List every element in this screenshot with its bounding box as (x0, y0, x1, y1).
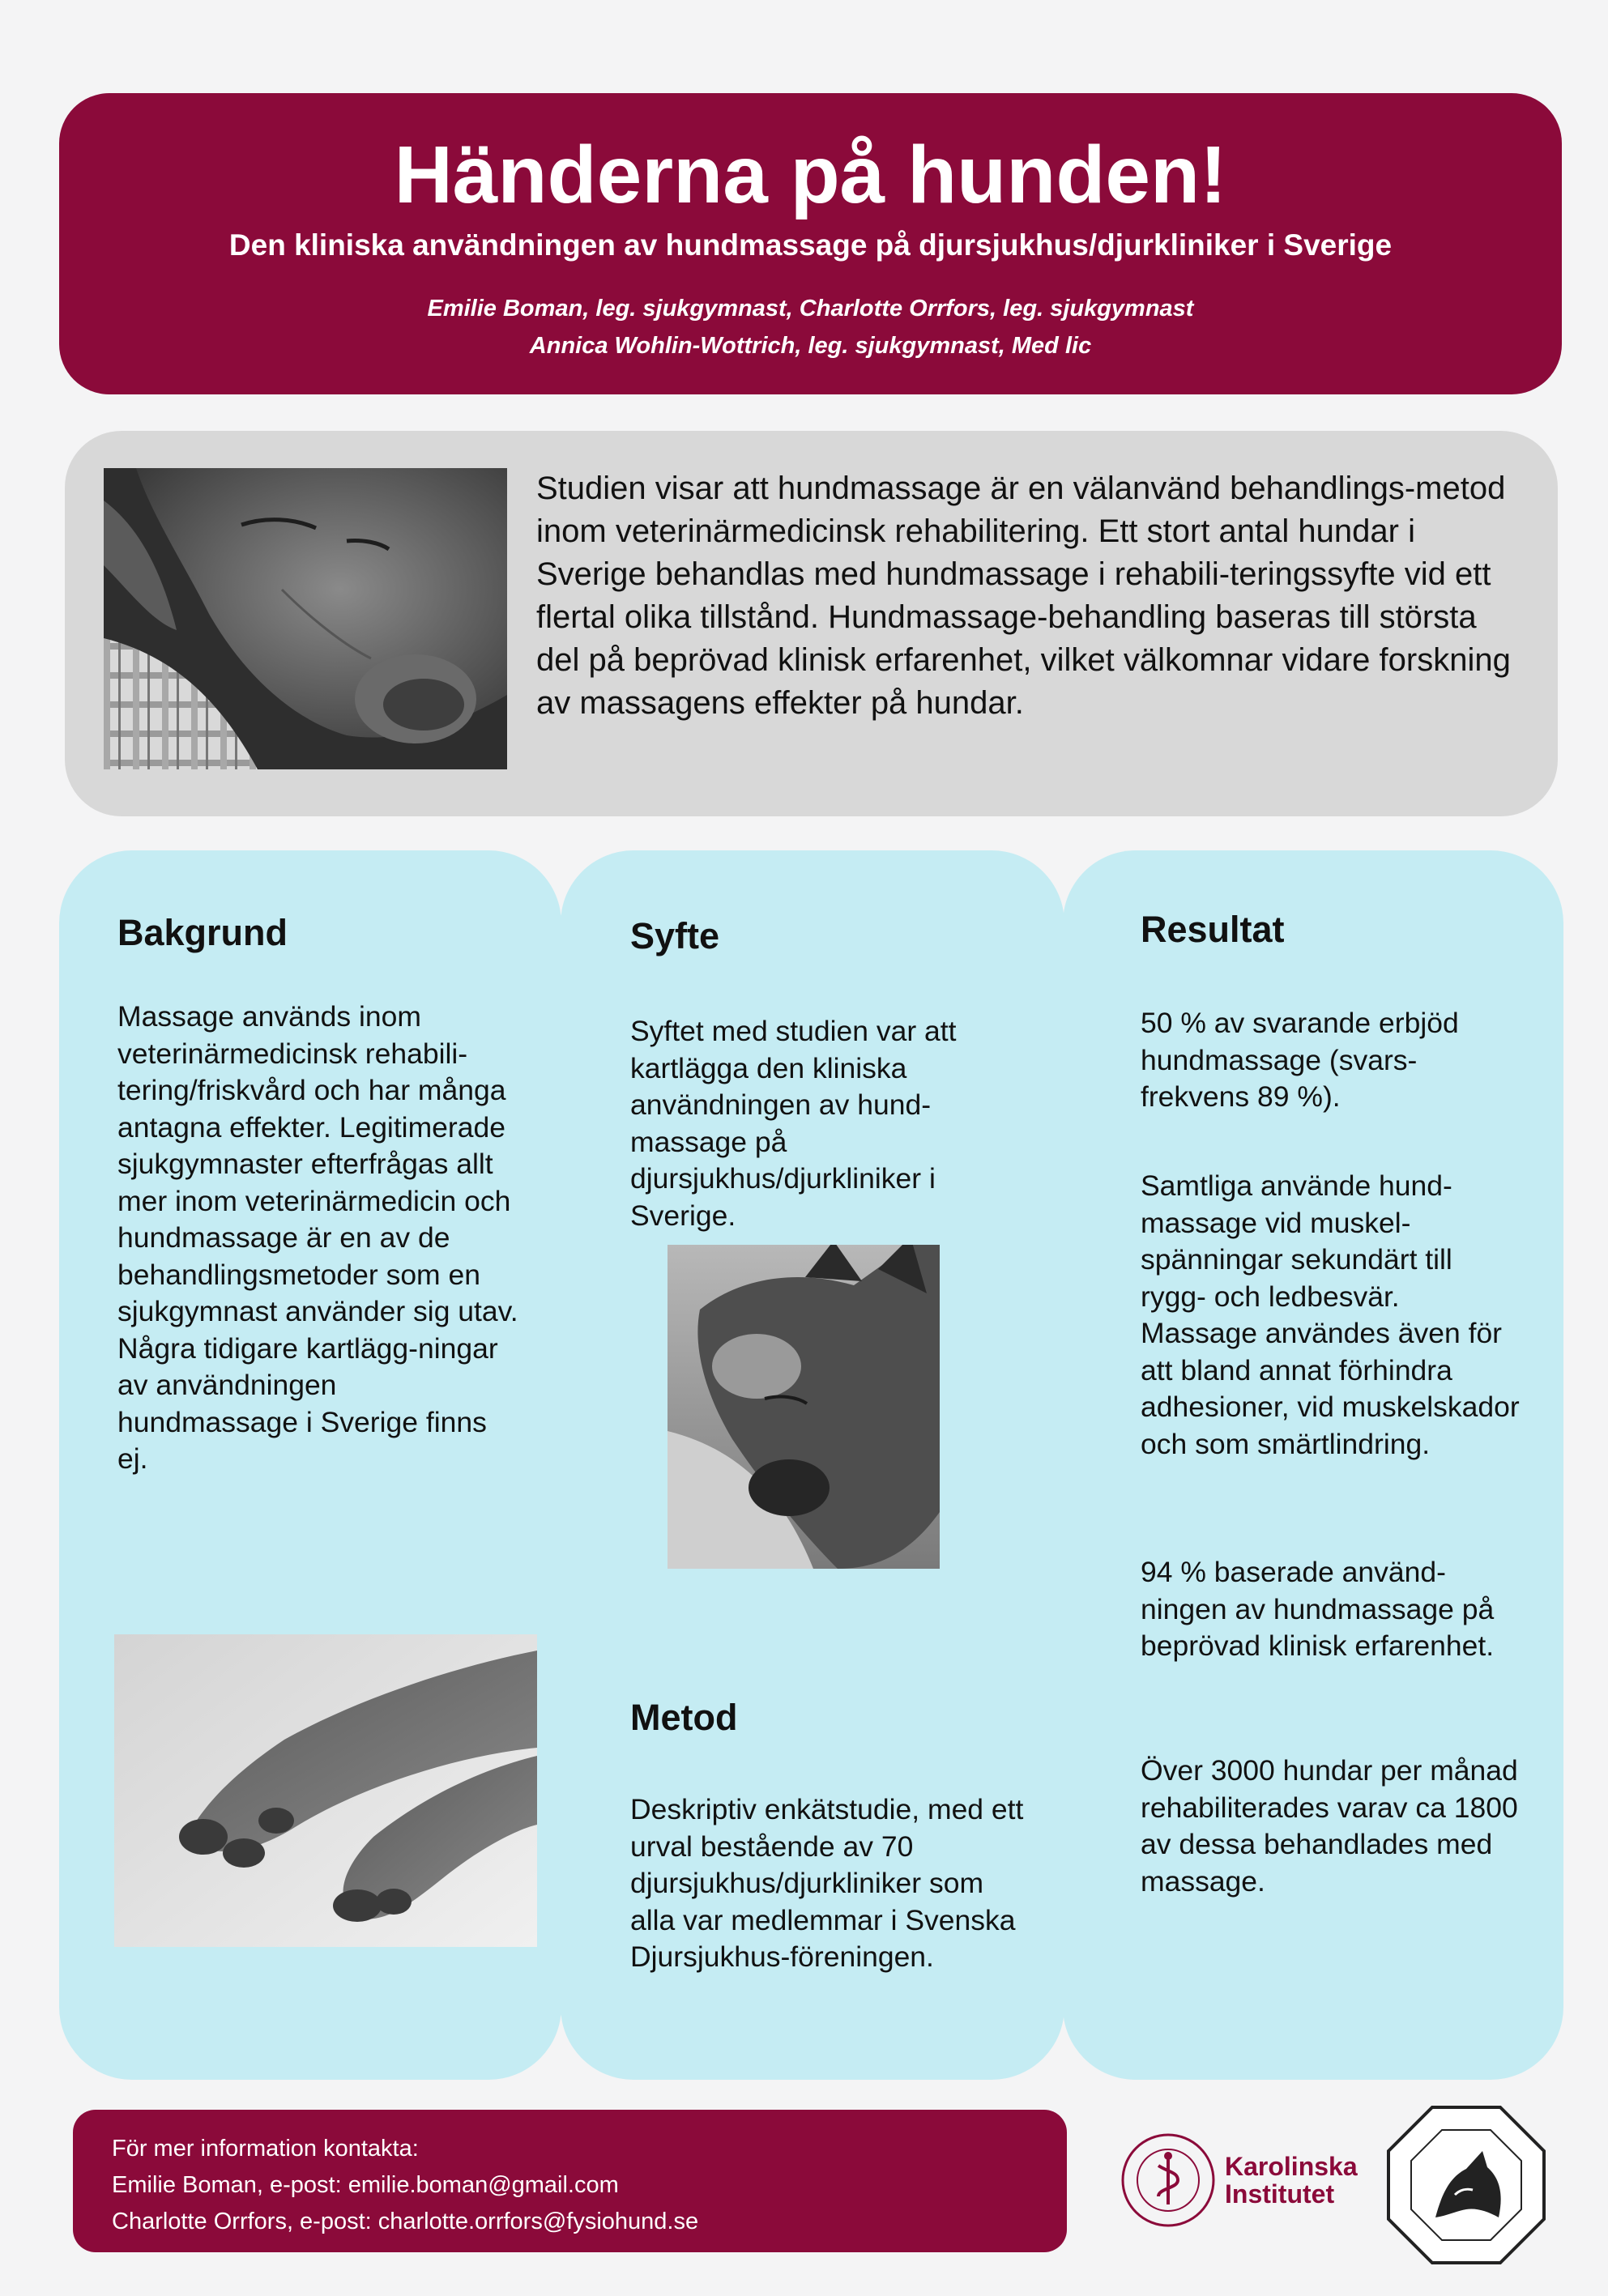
contact-emilie: Emilie Boman, e-post: emilie.boman@gmail.com (112, 2172, 619, 2198)
background-panel (59, 850, 561, 2080)
contact-heading: För mer information kontakta: (112, 2136, 419, 2162)
background-text: Massage används inom veterinärmedicinsk rehabili-tering/friskvård och har många antagna effekter. Legitimerade sjukgymnaster efterfrågas allt mer inom veterinärmedicin och hundmassage är en av de behandlingsmetoder som en sjukgymnast använder sig utav. Några tidigare kartlägg-ningar av användningen hundmassage i Sverige finns ej. (117, 1000, 518, 1475)
dog-paws-photo (114, 1634, 537, 1947)
karolinska-name-line-2: Institutet (1225, 2179, 1335, 2209)
results-paragraph-2: Samtliga använde hund-massage vid muskel-spänningar sekundärt till rygg- och ledbesvär. Massage användes även för att bland annat förhindra adhesioner, vid muskelskador och som smärtlindring. (1141, 1169, 1520, 1460)
results-panel (1063, 850, 1563, 2080)
german-shepherd-photo (668, 1245, 940, 1569)
karolinska-name-line-1: Karolinska (1225, 2152, 1358, 2181)
method-heading: Metod (630, 1697, 738, 1738)
lsvm-seal-icon (1385, 2104, 1547, 2266)
background-heading: Bakgrund (117, 912, 288, 953)
results-heading: Resultat (1141, 909, 1285, 950)
authors-line-2: Annica Wohlin-Wottrich, leg. sjukgymnast, Med lic (529, 333, 1092, 359)
karolinska-logo (1120, 2132, 1358, 2229)
results-paragraph-3: 94 % baserade använd-ningen av hundmassage på beprövad klinisk erfarenhet. (1141, 1556, 1495, 1662)
purpose-heading: Syfte (630, 915, 720, 956)
poster-title: Händerna på hunden! (394, 130, 1227, 220)
purpose-text: Syftet med studien var att kartlägga den kliniska användningen av hund-massage på djursjukhus/djurkliniker i Sverige. (630, 1015, 957, 1232)
summary-panel (65, 431, 1558, 816)
lsvm-logo (1385, 2104, 1547, 2266)
results-paragraph-1: 50 % av svarande erbjöd hundmassage (svars-frekvens 89 %). (1141, 1007, 1459, 1113)
karolinska-seal-icon (1120, 2132, 1217, 2229)
method-text: Deskriptiv enkätstudie, med ett urval bestående av 70 djursjukhus/djurkliniker som alla var medlemmar i Svenska Djursjukhus-föreningen. (630, 1793, 1024, 1973)
summary-text: Studien visar att hundmassage är en välanvänd behandlings-metod inom veterinärmedicinsk rehabilitering. Ett stort antal hundar i Sverige behandlas med hundmassage i rehabili-teringssyfte vid ett flertal olika tillstånd. Hundmassage-behandling baseras till största del på beprövad klinisk erfarenhet, vilket välkomnar vidare forskning av massagens effekter på hundar. (536, 471, 1511, 721)
contact-footer (73, 2110, 1067, 2252)
results-paragraph-4: Över 3000 hundar per månad rehabiliterades varav ca 1800 av dessa behandlades med massage. (1141, 1754, 1518, 1898)
sleeping-dog-photo (104, 468, 507, 769)
purpose-method-panel (561, 850, 1064, 2080)
contact-charlotte: Charlotte Orrfors, e-post: charlotte.orrfors@fysiohund.se (112, 2209, 699, 2234)
authors-line-1: Emilie Boman, leg. sjukgymnast, Charlotte Orrfors, leg. sjukgymnast (427, 296, 1194, 322)
poster-subtitle: Den kliniska användningen av hundmassage på djursjukhus/djurkliniker i Sverige (228, 228, 1393, 262)
poster-header (59, 93, 1562, 394)
